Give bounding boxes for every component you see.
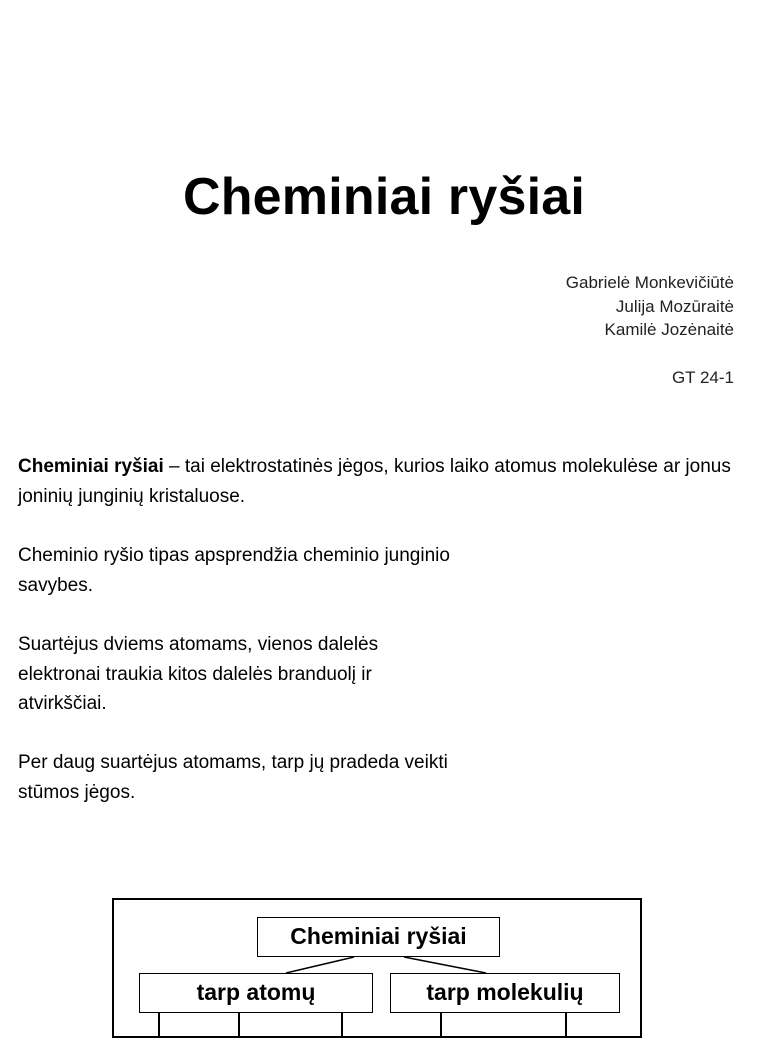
author-block <box>566 271 734 389</box>
paragraph-bond-type: Cheminio ryšio tipas apsprendžia cheminio junginio savybes. <box>18 545 450 596</box>
diagram-node-between-atoms: tarp atomų <box>139 973 373 1013</box>
paragraph-attraction: Suartėjus dviems atomams, vienos dalelės elektronai traukia kitos dalelės branduolį ir atvirkščiai. <box>18 634 379 714</box>
author-name: Gabrielė Monkevičiūtė <box>565 273 734 292</box>
diagram-node-between-molecules: tarp molekulių <box>390 973 620 1013</box>
spacer <box>566 342 734 366</box>
diagram-node-root: Cheminiai ryšiai <box>257 917 500 957</box>
author-name: Kamilė Jozėnaitė <box>604 320 734 339</box>
bond-classification-diagram <box>112 898 642 1038</box>
connector-root-right <box>404 957 486 973</box>
paragraph-repulsion: Per daug suartėjus atomams, tarp jų pradeda veikti stūmos jėgos. <box>18 752 448 803</box>
author-name: Julija Mozūraitė <box>615 296 734 316</box>
slide-title: Cheminiai ryšiai <box>182 168 586 226</box>
group-code: GT 24-1 <box>671 367 734 387</box>
definition-paragraph <box>18 452 753 511</box>
definition-text: – tai elektrostatinės jėgos, kurios laiko atomus molekulėse ar jonus joninių junginių kristaluose. <box>18 456 731 507</box>
definition-term: Cheminiai ryšiai <box>18 456 164 477</box>
connector-root-left <box>286 957 354 973</box>
